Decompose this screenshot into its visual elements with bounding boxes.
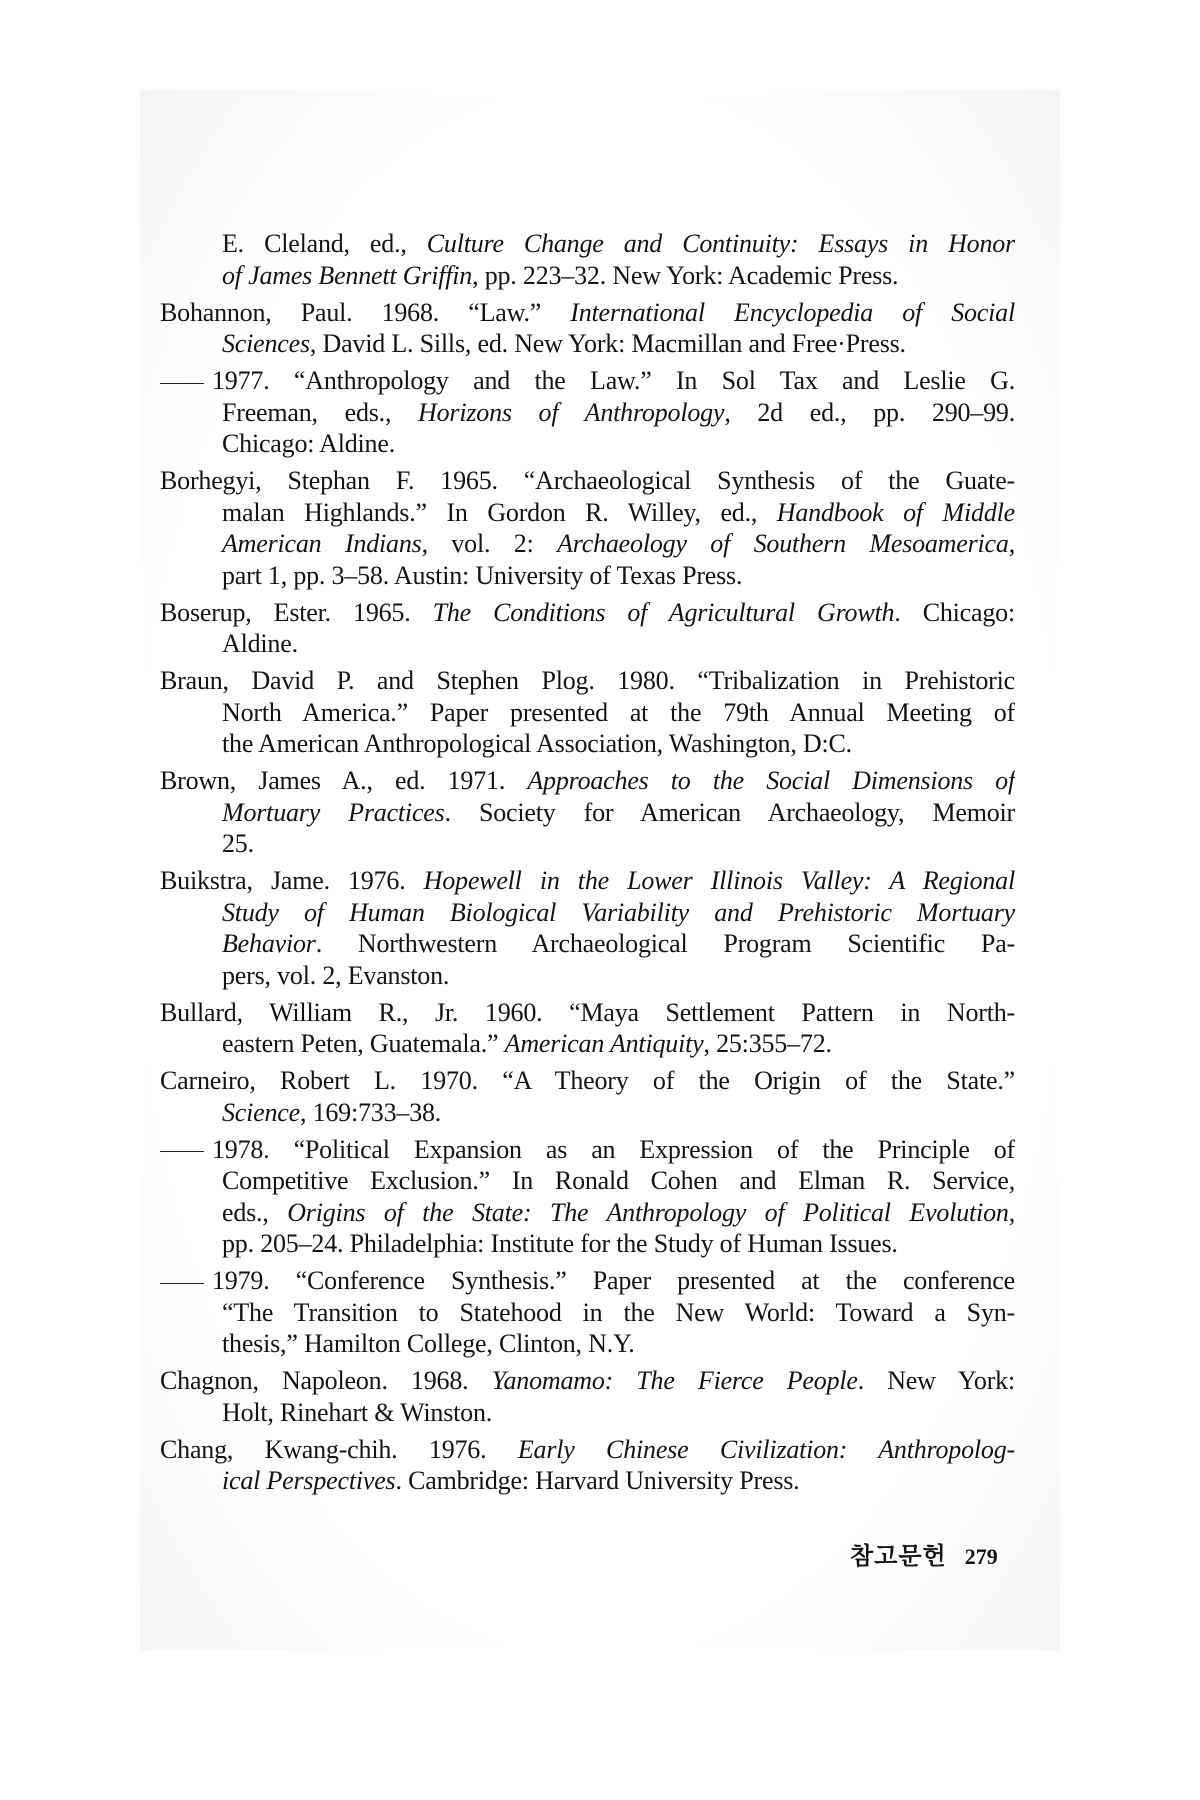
reference-text: . Northwestern Archaeological Program Scientific Pa- <box>315 929 1015 958</box>
reference-line <box>160 465 1015 497</box>
reference-text: eds., <box>222 1197 288 1227</box>
reference-line <box>160 1434 1015 1466</box>
reference-entry <box>160 297 1015 360</box>
reference-text: eastern Peten, Guatemala.” <box>222 1029 505 1058</box>
reference-entry <box>160 597 1015 660</box>
reference-line <box>160 1397 1015 1429</box>
reference-line <box>160 497 1015 529</box>
italic-title-text: Mortuary Practices <box>222 797 445 827</box>
italic-title-text: The Conditions of Agricultural Growth <box>432 597 895 627</box>
reference-line <box>160 228 1015 260</box>
reference-text: . Cambridge: Harvard University Press. <box>395 1466 800 1495</box>
reference-line <box>160 1097 1015 1129</box>
reference-entry <box>160 1134 1015 1260</box>
reference-text: Buikstra, Jame. 1976. <box>160 866 424 895</box>
reference-line <box>160 597 1015 629</box>
reference-text: the American Anthropological Association, Washington, D:C. <box>222 729 852 758</box>
italic-title-text: American Indians <box>222 529 422 558</box>
reference-line <box>160 628 1015 660</box>
reference-text: pers, vol. 2, Evanston. <box>222 960 450 990</box>
reference-line <box>160 560 1015 592</box>
reference-line <box>160 997 1015 1029</box>
reference-text: Braun, David P. and Stephen Plog. 1980. “Tribalization in Prehistoric <box>160 666 1015 695</box>
italic-title-text: Culture Change and Continuity: Essays in Honor <box>426 229 1015 258</box>
reference-line <box>160 1328 1015 1360</box>
reference-line <box>160 697 1015 729</box>
reference-entry <box>160 665 1015 760</box>
italic-title-text: Study of Human Biological Variability and Prehistoric Mortuary <box>222 897 1015 927</box>
reference-text: Bullard, William R., Jr. 1960. “Maya Settlement Pattern in North- <box>160 997 1015 1027</box>
reference-entry <box>160 1434 1015 1497</box>
reference-text: Brown, James A., ed. 1971. <box>160 766 528 795</box>
reference-line <box>160 528 1015 560</box>
reference-text: 1978. “Political Expansion as an Expression of the Principle of <box>212 1134 1015 1164</box>
reference-text: E. Cleland, ed., <box>222 229 427 258</box>
reference-line <box>160 728 1015 760</box>
reference-entry <box>160 1265 1015 1360</box>
reference-line <box>160 297 1015 329</box>
reference-text: pp. 205–24. Philadelphia: Institute for the Study of Human Issues. <box>222 1229 898 1258</box>
reference-text: Carneiro, Robert L. 1970. “A Theory of the Origin of the State.” <box>160 1066 1015 1095</box>
reference-text: , <box>1008 1197 1015 1227</box>
reference-text: , David L. Sills, ed. New York: Macmillan and Free·Press. <box>309 329 906 358</box>
page-footer <box>850 1536 998 1571</box>
reference-text: Borhegyi, Stephan F. 1965. “Archaeological Synthesis of the Guate- <box>160 466 1015 495</box>
same-author-dash <box>160 1151 204 1152</box>
italic-title-text: Handbook of Middle <box>776 497 1015 527</box>
reference-text: Chagnon, Napoleon. 1968. <box>160 1366 492 1395</box>
italic-title-text: ical Perspectives <box>222 1466 396 1495</box>
reference-text: , 169:733–38. <box>299 1097 442 1127</box>
reference-line <box>160 1297 1015 1329</box>
reference-text: part 1, pp. 3–58. Austin: University of Texas Press. <box>222 560 743 590</box>
reference-line <box>160 1028 1015 1060</box>
same-author-dash <box>160 383 204 384</box>
reference-text: Holt, Rinehart & Winston. <box>222 1397 493 1427</box>
italic-title-text: Archaeology of Southern Mesoamerica <box>557 529 1009 558</box>
italic-title-text: Horizons of Anthropology <box>418 397 725 427</box>
reference-text: thesis,” Hamilton College, Clinton, N.Y. <box>222 1329 635 1358</box>
reference-text: Boserup, Ester. 1965. <box>160 597 433 627</box>
reference-text: 25. <box>222 829 254 858</box>
reference-line <box>160 260 1015 292</box>
reference-line <box>160 960 1015 992</box>
reference-line <box>160 1228 1015 1260</box>
reference-text: . Society for American Archaeology, Memoir <box>444 797 1015 827</box>
reference-text: Chang, Kwang-chih. 1976. <box>160 1434 518 1464</box>
reference-text: Bohannon, Paul. 1968. “Law.” <box>160 297 571 327</box>
reference-text: North America.” Paper presented at the 79th Annual Meeting of <box>222 697 1015 727</box>
same-author-dash <box>160 1283 204 1284</box>
italic-title-text: Science <box>222 1097 300 1127</box>
reference-line <box>160 428 1015 460</box>
reference-entry <box>160 997 1015 1060</box>
reference-line <box>160 1134 1015 1166</box>
reference-text: Chicago: Aldine. <box>222 429 395 458</box>
italic-title-text: of James Bennett Griffin <box>222 260 473 290</box>
italic-title-text: Behavior <box>222 929 316 958</box>
reference-line <box>160 797 1015 829</box>
reference-line <box>160 897 1015 929</box>
italic-title-text: American Antiquity <box>504 1029 704 1058</box>
section-label: 참고문헌 <box>850 1544 947 1570</box>
reference-line <box>160 365 1015 397</box>
reference-text: 1977. “Anthropology and the Law.” In Sol Tax and Leslie G. <box>212 366 1015 395</box>
reference-text: . New York: <box>857 1366 1015 1395</box>
reference-line <box>160 1065 1015 1097</box>
italic-title-text: Sciences <box>222 329 310 358</box>
reference-line <box>160 865 1015 897</box>
reference-text: “The Transition to Statehood in the New World: Toward a Syn- <box>222 1297 1015 1327</box>
reference-text: Aldine. <box>222 629 298 658</box>
reference-text: . Chicago: <box>894 597 1015 627</box>
bibliography-list <box>160 228 1015 1497</box>
reference-line <box>160 328 1015 360</box>
italic-title-text: Hopewell in the Lower Illinois Valley: A Regional <box>423 866 1015 895</box>
reference-entry <box>160 765 1015 860</box>
reference-line <box>160 1165 1015 1197</box>
reference-text: Freeman, eds., <box>222 397 419 427</box>
italic-title-text: Approaches to the Social Dimensions of <box>527 766 1015 795</box>
reference-text: , 2d ed., pp. 290–99. <box>724 397 1015 427</box>
italic-title-text: International Encyclopedia of Social <box>570 297 1015 327</box>
reference-entry <box>160 365 1015 460</box>
reference-line <box>160 1465 1015 1497</box>
reference-entry <box>160 228 1015 291</box>
reference-text: malan Highlands.” In Gordon R. Willey, ed., <box>222 497 777 527</box>
reference-text: , <box>1008 529 1015 558</box>
reference-line <box>160 665 1015 697</box>
reference-entry <box>160 465 1015 591</box>
reference-entry <box>160 865 1015 991</box>
reference-text: , vol. 2: <box>421 529 558 558</box>
reference-line <box>160 397 1015 429</box>
reference-line <box>160 1365 1015 1397</box>
italic-title-text: Yanomamo: The Fierce People <box>491 1366 858 1395</box>
reference-line <box>160 828 1015 860</box>
reference-entry <box>160 1065 1015 1128</box>
reference-entry <box>160 1365 1015 1428</box>
reference-line <box>160 1265 1015 1297</box>
reference-line <box>160 1197 1015 1229</box>
reference-text: 1979. “Conference Synthesis.” Paper presented at the conference <box>212 1266 1015 1295</box>
page-number: 279 <box>964 1544 998 1569</box>
reference-line <box>160 765 1015 797</box>
reference-text: , pp. 223–32. New York: Academic Press. <box>472 260 899 290</box>
reference-text: , 25:355–72. <box>703 1029 832 1058</box>
italic-title-text: Early Chinese Civilization: Anthropolog- <box>517 1434 1015 1464</box>
reference-text: Competitive Exclusion.” In Ronald Cohen and Elman R. Service, <box>222 1166 1015 1195</box>
reference-line <box>160 928 1015 960</box>
italic-title-text: Origins of the State: The Anthropology of Political Evolution <box>287 1197 1009 1227</box>
